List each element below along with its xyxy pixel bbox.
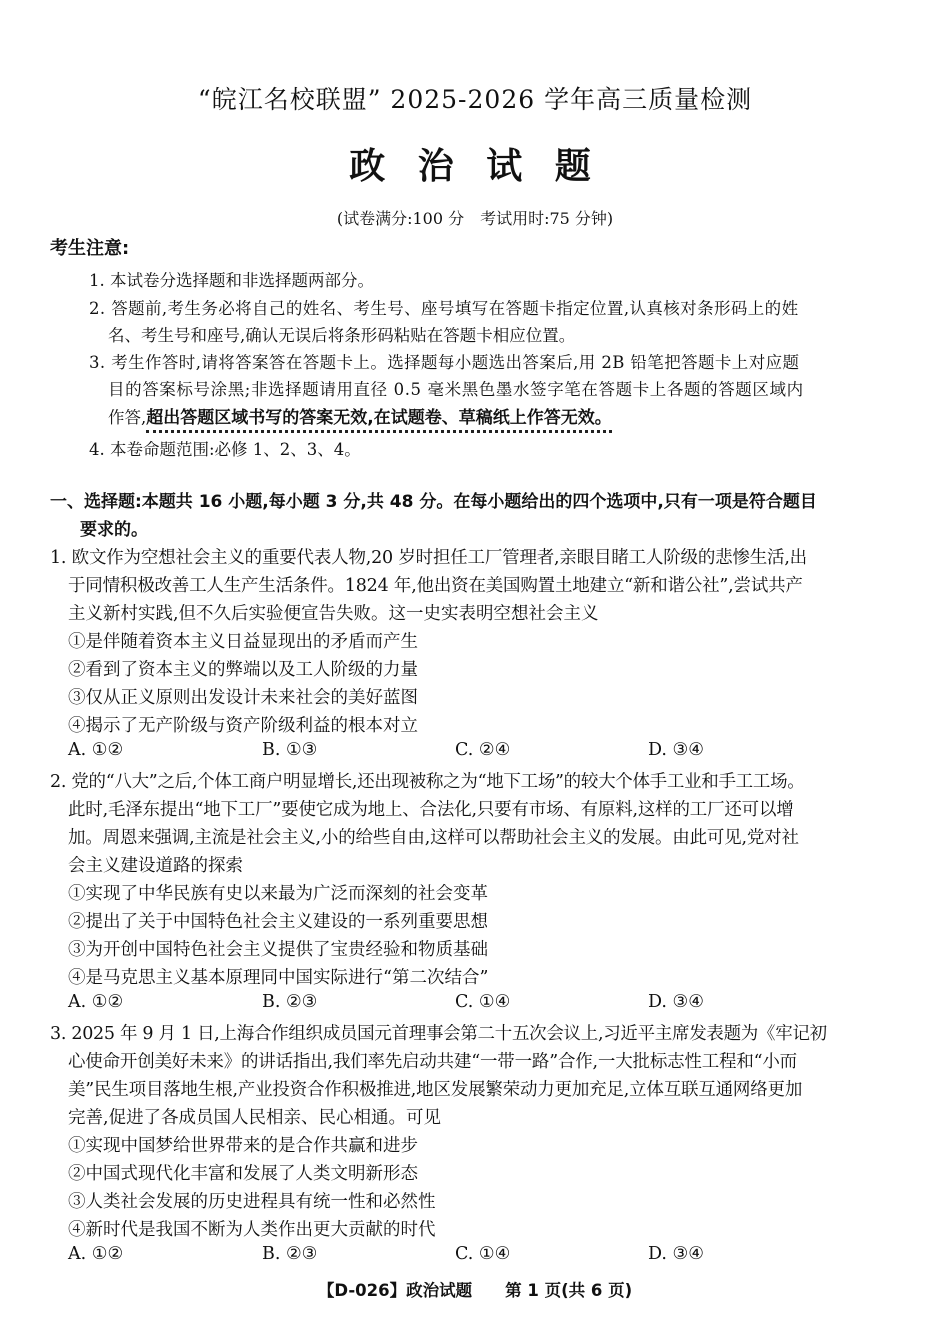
q2-statement-1: ①实现了中华民族有史以来最为广泛而深刻的社会变革: [68, 884, 488, 904]
section-heading-line-1: 一、选择题:本题共 16 小题,每小题 3 分,共 48 分。在每小题给出的四个选项中,只有一项是符合题目: [50, 492, 817, 512]
q2-statement-3: ③为开创中国特色社会主义提供了宝贵经验和物质基础: [68, 940, 488, 960]
exam-title: “皖江名校联盟” 2025-2026 学年高三质量检测: [197, 85, 753, 114]
page-footer: 【D-026】政治试题 第 1 页(共 6 页): [317, 1281, 633, 1300]
q2-statement-2: ②提出了关于中国特色社会主义建设的一系列重要思想: [68, 912, 488, 932]
q1-option-b[interactable]: B. ①③: [262, 740, 318, 760]
q3-line-3: 美”民生项目落地生根,产业投资合作积极推进,地区发展繁荣动力更加充足,立体互联互通网络更加: [68, 1080, 803, 1100]
q1-option-c[interactable]: C. ②④: [455, 740, 511, 760]
exam-info: (试卷满分:100 分 考试用时:75 分钟): [336, 209, 614, 228]
q3-option-c[interactable]: C. ①④: [455, 1244, 511, 1264]
q3-statement-2: ②中国式现代化丰富和发展了人类文明新形态: [68, 1164, 418, 1184]
q3-statement-1: ①实现中国梦给世界带来的是合作共赢和进步: [68, 1136, 418, 1156]
notice-item-3-line-1: 3. 考生作答时,请将答案答在答题卡上。选择题每小题选出答案后,用 2B 铅笔把答题卡上对应题: [89, 353, 800, 372]
q1-statement-4: ④揭示了无产阶级与资产阶级利益的根本对立: [68, 716, 418, 736]
q1-statement-2: ②看到了资本主义的弊端以及工人阶级的力量: [68, 660, 418, 680]
q1-option-d[interactable]: D. ③④: [648, 740, 704, 760]
q3-option-b[interactable]: B. ②③: [262, 1244, 318, 1264]
subject-title: 政 治 试 题: [349, 145, 601, 187]
q1-line-1: 1. 欧文作为空想社会主义的重要代表人物,20 岁时担任工厂管理者,亲眼目睹工人阶级的悲惨生活,出: [50, 548, 807, 568]
notice-item-2-line-1: 2. 答题前,考生务必将自己的姓名、考生号、座号填写在答题卡指定位置,认真核对条形码上的姓: [89, 299, 799, 318]
notice-item-3-prefix: 作答,: [108, 408, 147, 427]
notice-item-4: 4. 本卷命题范围:必修 1、2、3、4。: [89, 440, 361, 459]
q3-option-d[interactable]: D. ③④: [648, 1244, 704, 1264]
q2-option-a[interactable]: A. ①②: [68, 992, 124, 1012]
q2-line-3: 加。周恩来强调,主流是社会主义,小的给些自由,这样可以帮助社会主义的发展。由此可见,党对社: [68, 828, 799, 848]
q3-line-4: 完善,促进了各成员国人民相亲、民心相通。可见: [68, 1108, 442, 1128]
q1-statement-3: ③仅从正义原则出发设计未来社会的美好蓝图: [68, 688, 418, 708]
q1-line-2: 于同情积极改善工人生产生活条件。1824 年,他出资在美国购置土地建立“新和谐公社”,尝试共产: [68, 576, 803, 596]
notice-item-2-line-2: 名、考生号和座号,确认无误后将条形码粘贴在答题卡相应位置。: [108, 326, 576, 345]
q1-line-3: 主义新村实践,但不久后实验便宣告失败。这一史实表明空想社会主义: [68, 604, 599, 624]
q3-line-2: 心使命开创美好未来》的讲话指出,我们率先启动共建“一带一路”合作,一大批标志性工程和“小而: [68, 1052, 797, 1072]
q1-option-a[interactable]: A. ①②: [68, 740, 124, 760]
q2-option-c[interactable]: C. ①④: [455, 992, 511, 1012]
notice-item-3-line-2: 目的答案标号涂黑;非选择题请用直径 0.5 毫米黑色墨水签字笔在答题卡上各题的答题区域内: [108, 380, 804, 399]
q3-statement-3: ③人类社会发展的历史进程具有统一性和必然性: [68, 1192, 436, 1212]
q2-line-2: 此时,毛泽东提出“地下工厂”要使它成为地上、合法化,只要有市场、有原料,这样的工厂还可以增: [68, 800, 794, 820]
notice-emphasis: 超出答题区域书写的答案无效,在试题卷、草稿纸上作答无效。: [146, 408, 611, 433]
q2-line-1: 2. 党的“八大”之后,个体工商户明显增长,还出现被称之为“地下工场”的较大个体手工业和手工工场。: [50, 772, 805, 792]
q2-option-b[interactable]: B. ②③: [262, 992, 318, 1012]
q3-statement-4: ④新时代是我国不断为人类作出更大贡献的时代: [68, 1220, 436, 1240]
notice-item-1: 1. 本试卷分选择题和非选择题两部分。: [89, 271, 374, 290]
q1-statement-1: ①是伴随着资本主义日益显现出的矛盾而产生: [68, 632, 418, 652]
section-heading-line-2: 要求的。: [80, 520, 148, 540]
q2-option-d[interactable]: D. ③④: [648, 992, 704, 1012]
notice-item-3-line-3: [108, 403, 612, 428]
q3-line-1: 3. 2025 年 9 月 1 日,上海合作组织成员国元首理事会第二十五次会议上,习近平主席发表题为《牢记初: [50, 1024, 827, 1044]
q3-option-a[interactable]: A. ①②: [68, 1244, 124, 1264]
q2-statement-4: ④是马克思主义基本原理同中国实际进行“第二次结合”: [68, 968, 489, 988]
q2-line-4: 会主义建设道路的探索: [68, 856, 243, 876]
notice-heading: 考生注意:: [50, 238, 130, 259]
